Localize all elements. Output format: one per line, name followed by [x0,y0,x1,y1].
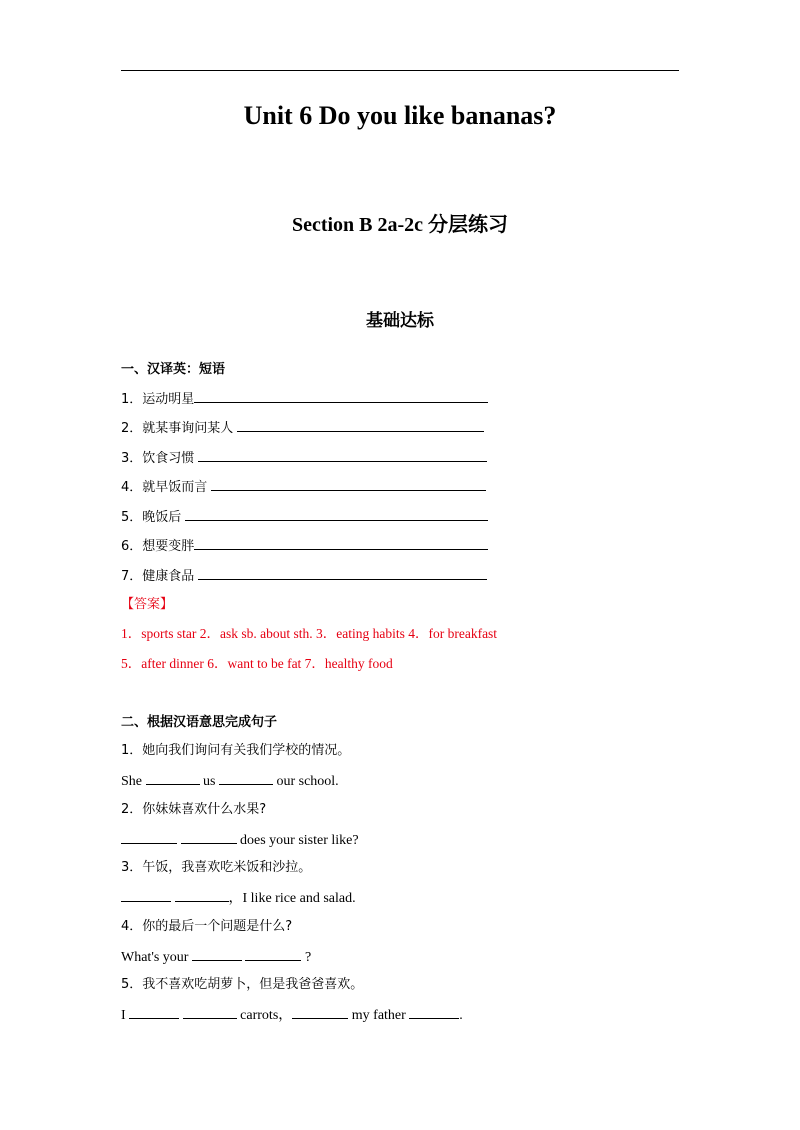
phrase-item-label: 2．就某事询问某人 [121,421,234,436]
answer-blank[interactable] [237,418,484,432]
phrase-item-3 [121,448,487,468]
phrase-item-label: 1．运动明星 [121,392,195,407]
question-1-chinese: 1．她向我们询问有关我们学校的情况。 [121,743,351,758]
sentence-text: . [459,1008,463,1023]
page-title: Unit 6 Do you like bananas? [243,101,557,130]
sentence-text: carrots， [240,1008,293,1023]
phrase-item-label: 6．想要变胖 [121,539,195,554]
phrase-item-5 [121,507,488,527]
phrase-item-1 [121,389,488,409]
phrase-item-label: 7．健康食品 [121,569,195,584]
sentence-text: our school. [276,774,339,789]
phrase-item-4 [121,477,486,497]
phrase-item-label: 4．就早饭而言 [121,480,208,495]
answer-line-2: 5．after dinner 6．want to be fat 7．healthy food [121,656,393,671]
sentence-text: ? [304,950,312,965]
question-3-chinese: 3．午饭，我喜欢吃米饭和沙拉。 [121,860,312,875]
sentence-text: I [121,1008,126,1023]
question-4-chinese: 4．你的最后一个问题是什么? [121,919,293,934]
answer-line-1: 1．sports star 2．ask sb. about sth. 3．eating habits 4．for breakfast [121,626,498,641]
phrase-item-label: 5．晚饭后 [121,510,182,525]
answer-blank[interactable] [245,947,301,961]
header-rule [121,70,679,71]
part1-heading: 一、汉译英：短语 [121,362,226,377]
answer-label: 【答案】 [121,597,174,612]
question-3-english [121,888,356,908]
answer-blank[interactable] [194,389,488,403]
answer-blank[interactable] [198,566,487,580]
level-heading: 基础达标 [366,311,434,331]
answer-blank[interactable] [409,1005,459,1019]
answer-blank[interactable] [194,536,488,550]
sentence-text: She [121,774,142,789]
answer-blank[interactable] [121,830,177,844]
sentence-text: does your sister like? [240,833,359,848]
section-subtitle: Section B 2a-2c 分层练习 [291,214,509,236]
phrase-item-7 [121,566,487,586]
question-5-chinese: 5．我不喜欢吃胡萝卜，但是我爸爸喜欢。 [121,977,364,992]
question-2-english [121,830,359,850]
answer-blank[interactable] [181,830,237,844]
answer-blank[interactable] [292,1005,348,1019]
sentence-text: my father [351,1008,406,1023]
answer-blank[interactable] [185,507,488,521]
answer-blank[interactable] [146,771,200,785]
answer-blank[interactable] [175,888,229,902]
part2-heading: 二、根据汉语意思完成句子 [121,715,278,730]
answer-blank[interactable] [198,448,487,462]
sentence-text: ，I like rice and salad. [228,891,356,906]
question-2-chinese: 2．你妹妹喜欢什么水果? [121,802,267,817]
question-4-english [121,947,311,967]
sentence-text: us [203,774,216,789]
question-5-english [121,1005,463,1025]
answer-blank[interactable] [219,771,273,785]
answer-blank[interactable] [183,1005,237,1019]
answer-blank[interactable] [121,888,171,902]
question-1-english [121,771,339,791]
phrase-item-label: 3．饮食习惯 [121,451,195,466]
phrase-item-6 [121,536,488,556]
sentence-text: What's your [121,950,189,965]
answer-blank[interactable] [129,1005,179,1019]
answer-blank[interactable] [211,477,486,491]
answer-blank[interactable] [192,947,242,961]
phrase-item-2 [121,418,484,438]
